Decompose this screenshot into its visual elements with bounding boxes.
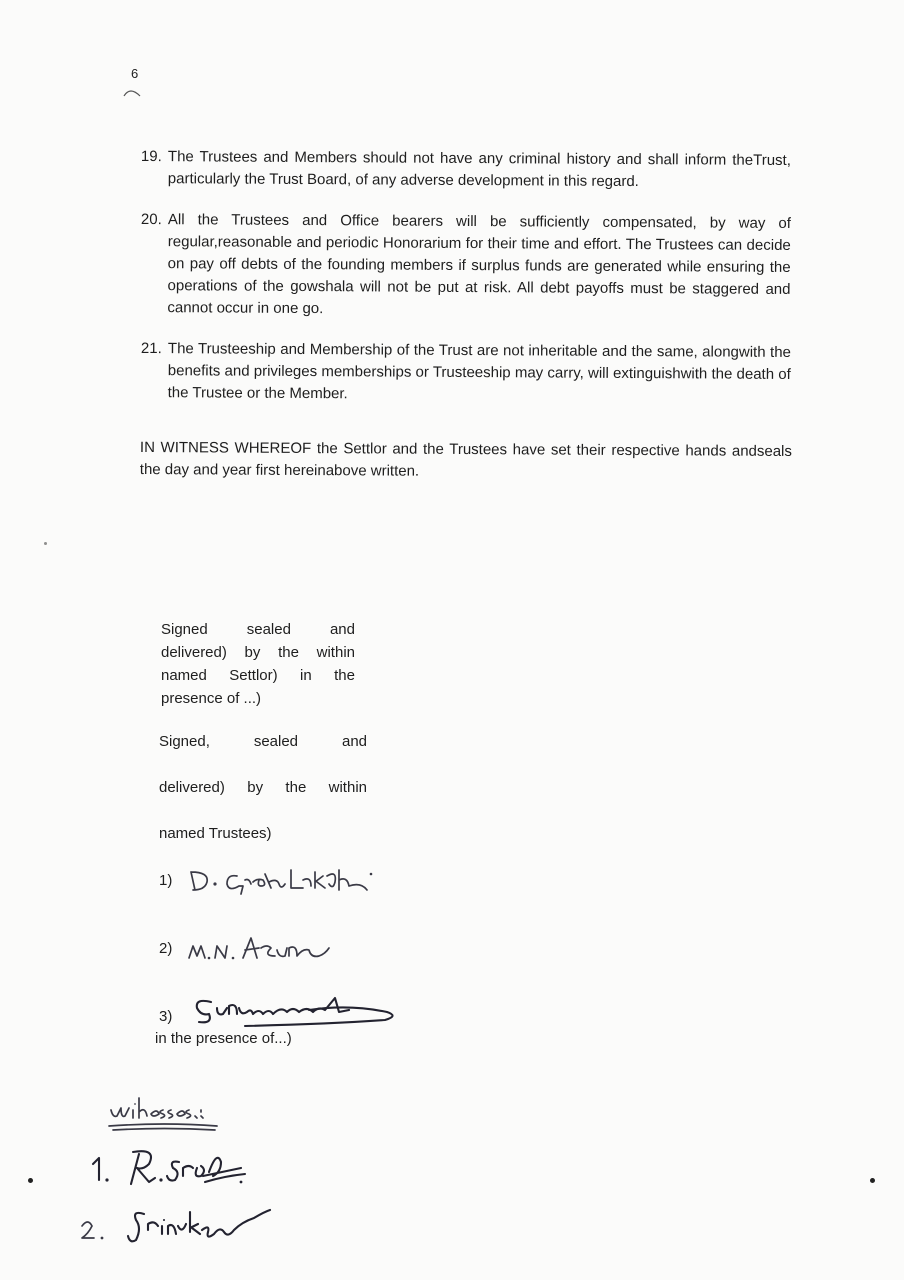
trustees-block-line: delivered) by the within [159, 779, 367, 796]
clause-text: The Trusteeship and Membership of the Trust are not inheritable and the same, alongwith the benefits and privileges memberships or Trusteeship may carry, will extinguishwith the death of the Trustee or the Member. [167, 340, 791, 403]
page-corner-mark [122, 84, 142, 100]
clause-text: The Trustees and Members should not have any criminal history and shall inform theTrust, particularly the Trust Board, of any adverse development in this regard. [167, 148, 791, 191]
trustees-block-line: Signed, sealed and [159, 733, 367, 750]
clause-20 [140, 209, 791, 323]
clause-number: 20. [140, 210, 162, 229]
signature-number: 3) [159, 1008, 173, 1025]
handwritten-signature [189, 994, 409, 1030]
signature-number: 1) [159, 872, 173, 889]
settlor-signing-block: Signed sealed and delivered) by the within named Settlor) in the presence of ...) [161, 621, 355, 707]
presence-text: in the presence of...) [155, 1030, 292, 1047]
witness-row [78, 1200, 288, 1259]
clause-list [141, 146, 791, 423]
clause-19 [141, 146, 791, 194]
scan-speck [44, 542, 47, 545]
in-witness-clause: IN WITNESS WHEREOF the Settlor and the Trustees have set their respective hands andseals the day and year first hereinabove written. [139, 438, 792, 480]
scan-speck [28, 1178, 33, 1183]
signature-number: 2) [159, 940, 173, 957]
clause-number: 19. [140, 147, 162, 166]
clause-text: All the Trustees and Office bearers will be sufficiently compensated, by way of regular,reasonable and periodic Honorarium for their time and effort. The Trustees can decide on pay off debts of the founding members if surplus funds are generated while ensuring the operations of the gowshala will not be put at risk. All debt payoffs must be staggered and cannot occur in one go. [167, 211, 791, 318]
clause-number: 21. [140, 339, 162, 358]
handwritten-signature [187, 864, 402, 898]
page-number: 6 [131, 66, 139, 81]
handwritten-signature [185, 934, 345, 966]
witness-2-handwritten [78, 1200, 288, 1254]
witnesses-heading [105, 1096, 235, 1141]
scan-speck [870, 1178, 875, 1183]
trustees-block-line: named Trustees) [159, 825, 272, 842]
witness-1-handwritten [85, 1142, 275, 1192]
handwritten-witnesses-heading [105, 1096, 235, 1136]
clause-21 [141, 338, 791, 408]
witness-row [85, 1142, 275, 1197]
